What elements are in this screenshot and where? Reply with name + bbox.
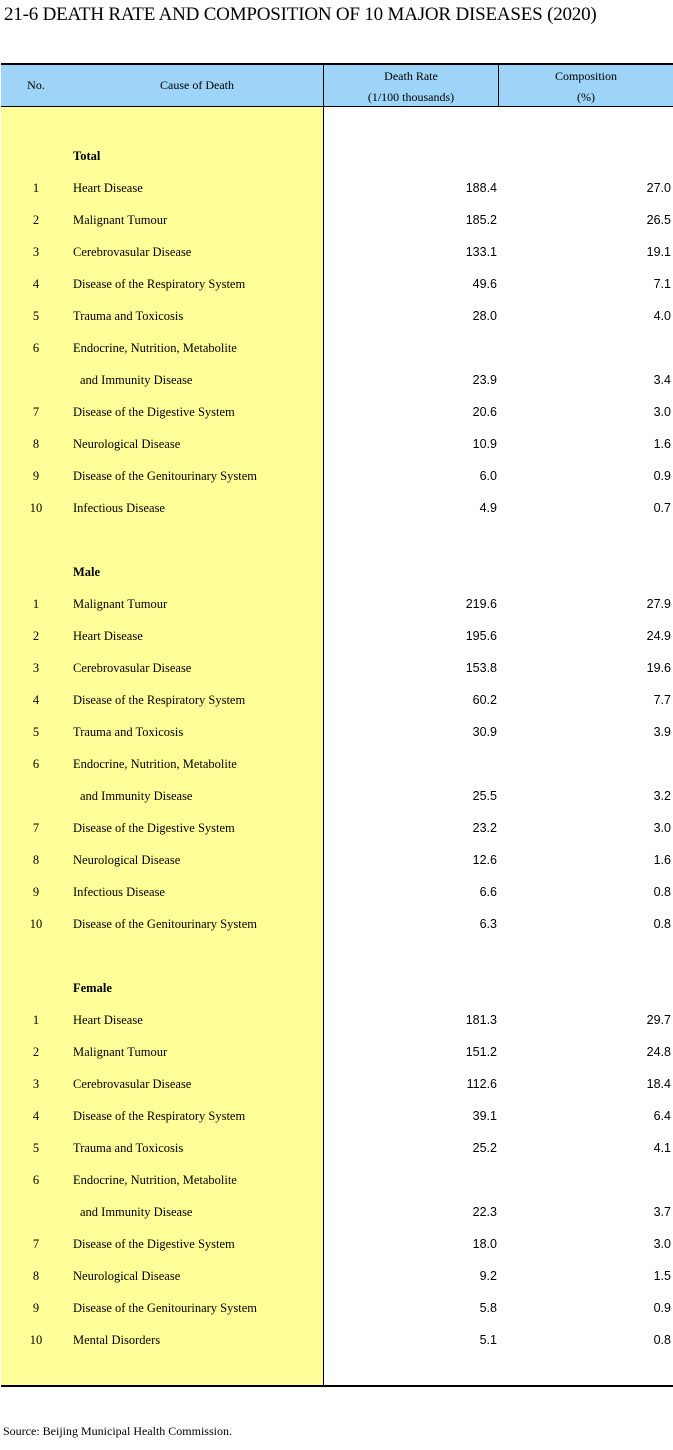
rank-number: 9 [32,885,40,899]
table-row-continuation [1,364,673,396]
composition-value: 3.7 [653,1205,671,1219]
header-composition-line1: Composition [554,69,617,83]
group-label: Male [73,565,101,579]
table-row [1,652,673,684]
table-row [1,268,673,300]
table-row [1,1004,673,1036]
table-row [1,684,673,716]
death-rate-value: 5.8 [479,1301,497,1315]
composition-value: 7.1 [653,277,671,291]
rank-number: 10 [29,501,43,515]
composition-value: 27.9 [646,597,671,611]
death-rate-value: 20.6 [472,405,497,419]
cause-of-death: Disease of the Genitourinary System [73,917,257,931]
rank-number: 5 [32,1141,40,1155]
cause-of-death: Malignant Tumour [73,597,168,611]
rank-number: 4 [32,693,40,707]
disease-table [1,63,673,1387]
table-row [1,300,673,332]
cause-of-death: Heart Disease [73,1013,143,1027]
header-composition-line2: (%) [577,90,595,104]
death-rate-value: 188.4 [465,181,497,195]
rank-number: 2 [32,213,40,227]
cause-of-death-continued: and Immunity Disease [80,1205,193,1219]
group-label: Total [73,149,101,163]
cause-of-death: Infectious Disease [73,501,165,515]
death-rate-value: 23.9 [472,373,497,387]
header-death-rate-line2: (1/100 thousands) [367,90,455,104]
cause-of-death-continued: and Immunity Disease [80,373,193,387]
source-note: Source: Beijing Municipal Health Commission. [3,1424,232,1438]
cause-of-death: Cerebrovasular Disease [73,661,192,675]
group-heading-row [1,140,673,172]
death-rate-value: 5.1 [479,1333,497,1347]
header-composition [499,65,673,106]
composition-value: 19.1 [646,245,671,259]
table-row [1,172,673,204]
table-row [1,1100,673,1132]
death-rate-value: 39.1 [472,1109,497,1123]
composition-value: 7.7 [653,693,671,707]
cause-of-death: Endocrine, Nutrition, Metabolite [73,757,237,771]
table-row [1,1228,673,1260]
composition-value: 29.7 [646,1013,671,1027]
rank-number: 8 [32,437,40,451]
composition-value: 3.0 [653,1237,671,1251]
table-row [1,236,673,268]
death-rate-value: 153.8 [465,661,497,675]
table-row [1,1292,673,1324]
death-rate-value: 60.2 [472,693,497,707]
rank-number: 5 [32,725,40,739]
death-rate-value: 23.2 [472,821,497,835]
table-row [1,1260,673,1292]
rank-number: 4 [32,1109,40,1123]
table-row [1,748,673,780]
table-row-continuation [1,1196,673,1228]
table-row [1,492,673,524]
table-row [1,1068,673,1100]
cause-of-death: Malignant Tumour [73,213,168,227]
table-row [1,428,673,460]
table-row [1,812,673,844]
table-row-continuation [1,780,673,812]
cause-of-death: Trauma and Toxicosis [73,725,184,739]
composition-value: 4.0 [653,309,671,323]
cause-of-death: Infectious Disease [73,885,165,899]
rank-number: 2 [32,1045,40,1059]
death-rate-value: 12.6 [472,853,497,867]
header-cause: Cause of Death [160,78,234,92]
death-rate-value: 10.9 [472,437,497,451]
header-death-rate [324,65,498,106]
table-row [1,844,673,876]
rank-number: 6 [32,341,40,355]
composition-value: 0.8 [653,1333,671,1347]
death-rate-value: 195.6 [465,629,497,643]
cause-of-death: Disease of the Respiratory System [73,277,246,291]
cause-of-death-continued: and Immunity Disease [80,789,193,803]
rank-number: 3 [32,1077,40,1091]
composition-value: 24.8 [646,1045,671,1059]
table-row [1,1164,673,1196]
table-header [1,63,673,107]
composition-value: 26.5 [646,213,671,227]
rank-number: 4 [32,277,40,291]
rank-number: 10 [29,1333,43,1347]
rank-number: 1 [32,181,40,195]
cause-of-death: Neurological Disease [73,853,181,867]
rank-number: 6 [32,1173,40,1187]
rank-number: 9 [32,469,40,483]
composition-value: 4.1 [653,1141,671,1155]
composition-value: 27.0 [646,181,671,195]
composition-value: 3.9 [653,725,671,739]
death-rate-value: 22.3 [472,1205,497,1219]
composition-value: 0.8 [653,917,671,931]
composition-value: 3.2 [653,789,671,803]
rank-number: 9 [32,1301,40,1315]
cause-of-death: Heart Disease [73,181,143,195]
cause-of-death: Cerebrovasular Disease [73,1077,192,1091]
composition-value: 19.6 [646,661,671,675]
composition-value: 3.0 [653,405,671,419]
rank-number: 10 [29,917,43,931]
header-divider [498,65,499,106]
death-rate-value: 4.9 [479,501,497,515]
composition-value: 1.6 [653,853,671,867]
composition-value: 3.0 [653,821,671,835]
composition-value: 0.8 [653,885,671,899]
cause-of-death: Endocrine, Nutrition, Metabolite [73,1173,237,1187]
cause-of-death: Disease of the Digestive System [73,821,235,835]
table-row [1,620,673,652]
table-row [1,1324,673,1356]
group-heading-row [1,556,673,588]
death-rate-value: 219.6 [465,597,497,611]
rank-number: 3 [32,661,40,675]
group-heading-row [1,972,673,1004]
composition-value: 1.6 [653,437,671,451]
cause-of-death: Disease of the Genitourinary System [73,469,257,483]
rank-number: 1 [32,597,40,611]
table-row [1,876,673,908]
header-divider [323,65,324,106]
cause-of-death: Neurological Disease [73,437,181,451]
table-row [1,588,673,620]
death-rate-value: 6.6 [479,885,497,899]
rank-number: 8 [32,853,40,867]
table-row [1,716,673,748]
death-rate-value: 112.6 [466,1077,497,1091]
header-no: No. [27,78,45,92]
composition-value: 24.9 [646,629,671,643]
table-body [1,107,673,1387]
death-rate-value: 25.2 [472,1141,497,1155]
table-row [1,396,673,428]
rank-number: 8 [32,1269,40,1283]
composition-value: 3.4 [653,373,671,387]
rank-number: 7 [32,1237,40,1251]
rank-number: 3 [32,245,40,259]
table-row [1,204,673,236]
death-rate-value: 185.2 [465,213,497,227]
cause-of-death: Disease of the Respiratory System [73,693,246,707]
rank-number: 7 [32,821,40,835]
cause-of-death: Disease of the Respiratory System [73,1109,246,1123]
death-rate-value: 9.2 [479,1269,497,1283]
death-rate-value: 18.0 [472,1237,497,1251]
cause-of-death: Disease of the Genitourinary System [73,1301,257,1315]
death-rate-value: 28.0 [472,309,497,323]
cause-of-death: Disease of the Digestive System [73,405,235,419]
composition-value: 6.4 [653,1109,671,1123]
composition-value: 18.4 [646,1077,671,1091]
cause-of-death: Disease of the Digestive System [73,1237,235,1251]
cause-of-death: Malignant Tumour [73,1045,168,1059]
page-title: 21-6 DEATH RATE AND COMPOSITION OF 10 MAJOR DISEASES (2020) [4,4,597,25]
composition-value: 0.9 [653,469,671,483]
death-rate-value: 181.3 [465,1013,497,1027]
table-row [1,460,673,492]
rank-number: 6 [32,757,40,771]
death-rate-value: 133.1 [465,245,497,259]
cause-of-death: Endocrine, Nutrition, Metabolite [73,341,237,355]
rank-number: 7 [32,405,40,419]
cause-of-death: Trauma and Toxicosis [73,1141,184,1155]
rank-number: 5 [32,309,40,323]
table-row [1,332,673,364]
composition-value: 1.5 [653,1269,671,1283]
composition-value: 0.9 [653,1301,671,1315]
header-death-rate-line1: Death Rate [384,69,438,83]
group-label: Female [73,981,112,995]
death-rate-value: 151.2 [465,1045,497,1059]
table-row [1,1036,673,1068]
death-rate-value: 6.3 [479,917,497,931]
death-rate-value: 49.6 [472,277,497,291]
composition-value: 0.7 [653,501,671,515]
death-rate-value: 30.9 [472,725,497,739]
table-row [1,908,673,940]
death-rate-value: 25.5 [472,789,497,803]
table-row [1,1132,673,1164]
rank-number: 1 [32,1013,40,1027]
cause-of-death: Heart Disease [73,629,143,643]
cause-of-death: Neurological Disease [73,1269,181,1283]
death-rate-value: 6.0 [479,469,497,483]
cause-of-death: Trauma and Toxicosis [73,309,184,323]
cause-of-death: Mental Disorders [73,1333,161,1347]
cause-of-death: Cerebrovasular Disease [73,245,192,259]
rank-number: 2 [32,629,40,643]
